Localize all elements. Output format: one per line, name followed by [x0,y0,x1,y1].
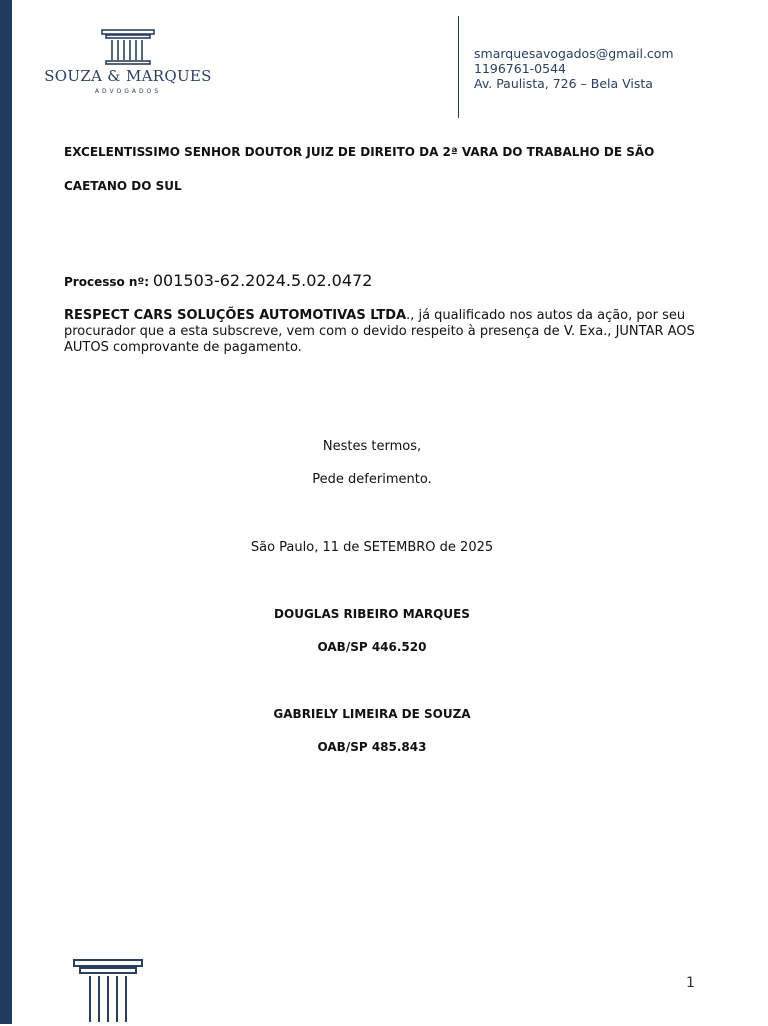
signature-oab-1: OAB/SP 446.520 [317,640,427,654]
contact-phone: 1196761-0544 [474,61,566,76]
side-accent-bar [0,0,12,1024]
firm-subtitle: ADVOGADOS [94,88,162,95]
process-value: 001503-62.2024.5.02.0472 [152,271,373,290]
header-divider [458,16,459,118]
date-line: São Paulo, 11 de SETEMBRO de 2025 [250,540,494,555]
column-icon [72,956,144,1022]
addressee-line-1: EXCELENTISSIMO SENHOR DOUTOR JUIZ DE DIREITO DA 2ª VARA DO TRABALHO DE SÃO [64,145,655,159]
petition-text: ., já qualificado nos autos da ação, por seu procurador que a esta subscreve, vem com o devido respeito à presença de V. Exa., JUNTAR AOS AUTOS comprovante de pagamento. [64,308,695,355]
signature-name-1: DOUGLAS RIBEIRO MARQUES [274,607,470,621]
closing-terms: Nestes termos, [322,439,422,454]
signature-name-2: GABRIELY LIMEIRA DE SOUZA [273,707,471,721]
firm-name: SOUZA & MARQUES [44,67,212,85]
column-icon [44,22,212,67]
process-number [64,271,372,290]
closing-request: Pede deferimento. [312,472,432,487]
contact-email[interactable]: smarquesavogados@gmail.com [474,46,674,61]
company-name: RESPECT CARS SOLUÇÕES AUTOMOTIVAS LTDA [64,308,407,323]
addressee-line-2: CAETANO DO SUL [64,179,182,193]
footer-logo [72,956,144,1022]
firm-logo [44,22,212,120]
contact-address: Av. Paulista, 726 – Bela Vista [474,76,653,91]
petition-body [64,308,704,356]
contact-block [474,46,674,91]
process-label: Processo nº: [64,275,150,289]
signature-oab-2: OAB/SP 485.843 [317,740,427,754]
page-number: 1 [686,975,695,991]
